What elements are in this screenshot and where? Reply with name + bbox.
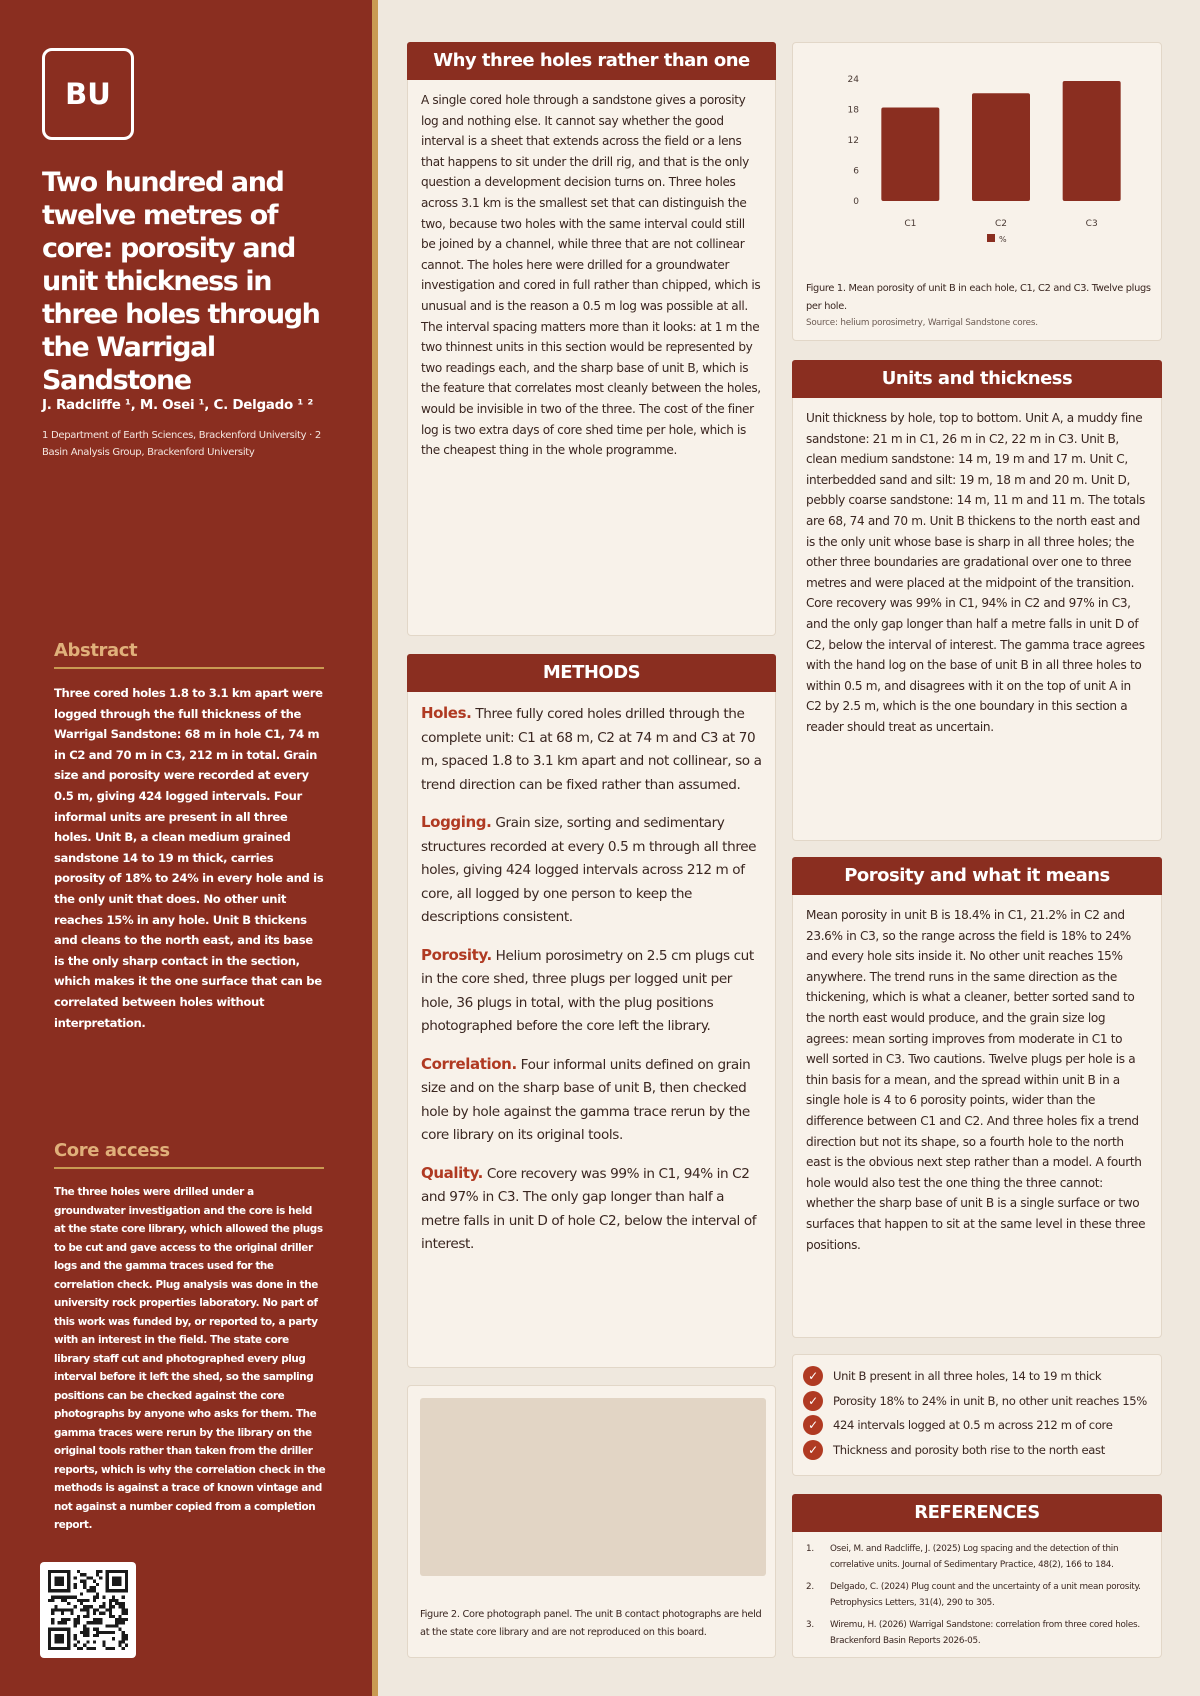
finding-item: ✓ Porosity 18% to 24% in unit B, no other unit reaches 15% xyxy=(803,1389,1151,1414)
reference-item: 2. Delgado, C. (2024) Plug count and the uncertainty of a unit mean porosity. Petrophysics Letters, 31(4), 290 to 305. xyxy=(806,1582,1141,1608)
reference-item: 1. Osei, M. and Radcliffe, J. (2025) Log spacing and the detection of thin correlative units. Journal of Sedimentary Practice, 48(2), 166 to 184. xyxy=(806,1544,1119,1570)
legend-label: % xyxy=(999,235,1007,244)
abstract-text: Three cored holes 1.8 to 3.1 km apart were logged through the full thickness of the Warrigal Sandstone: 68 m in hole C1, 74 m in C2 and 70 m in C3, 212 m in total. Grain size and porosity were recorded at every 0.5 m, giving 424 logged intervals. Four informal units are present in all three holes. Unit B, a clean medium grained sandstone 14 to 19 m thick, carries porosity of 18% to 24% in every hole and is the only unit that does. No other unit reaches 15% in any hole. Unit B thickens and cleans to the north east, and its base is the only sharp contact in the section, which makes it the one surface that can be correlated between holes without interpretation. xyxy=(54,686,324,1030)
why-three-holes-text: A single cored hole through a sandstone gives a porosity log and nothing else. It cannot say whether the good interval is a sheet that extends across the field or a lens that happens to sit under the drill rig, and that is the only question a development decision turns on. Three holes across 3.1 km is the smallest set that can distinguish the two, because two holes with the same interval could still be joined by a channel, while three that are not collinear cannot. The holes here were drilled for a groundwater investigation and cored in full rather than chipped, which is unusual and is the reason a 0.5 m log was possible at all. The interval spacing matters more than it looks: at 1 m the two thinnest units in this section would be represented by two readings each, and the sharp base of unit B, which is the feature that correlates most cleanly between the holes, would be invisible in two of the three. The cost of the finer log is two extra days of core shed time per hole, which is the cheapest thing in the whole programme. xyxy=(421,93,761,458)
figure-1-card xyxy=(792,42,1162,341)
check-circle-icon: ✓ xyxy=(803,1366,823,1386)
check-circle-icon: ✓ xyxy=(803,1391,823,1411)
porosity-bar-chart xyxy=(793,51,1163,271)
abstract-heading: Abstract xyxy=(54,640,324,669)
reference-item: 3. Wiremu, H. (2026) Warrigal Sandstone: correlation from three cored holes. Brackenford Basin Reports 2026-05. xyxy=(806,1620,1140,1646)
bar-C2 xyxy=(972,93,1030,201)
sidebar-divider xyxy=(372,0,378,1696)
figure-1-caption: Figure 1. Mean porosity of unit B in each hole, C1, C2 and C3. Twelve plugs per hole. xyxy=(806,283,1151,312)
methods-item: Holes. Three fully cored holes drilled through the complete unit: C1 at 68 m, C2 at 74 m and C3 at 70 m, spaced 1.8 to 3.1 km apart and not collinear, so a trend direction can be fixed rather than assumed. xyxy=(421,704,762,793)
y-tick-label: 0 xyxy=(853,197,859,207)
methods-item: Correlation. Four informal units defined on grain size and on the sharp base of unit B, then checked hole by hole against the gamma trace rerun by the core library on its original tools. xyxy=(421,1054,751,1143)
finding-item: ✓ Thickness and porosity both rise to the north east xyxy=(803,1438,1151,1463)
qr-code-icon[interactable] xyxy=(40,1562,136,1658)
why-three-holes-card xyxy=(407,42,776,636)
affiliations: 1 Department of Earth Sciences, Brackenford University · 2 Basin Analysis Group, Brackenford University xyxy=(42,430,321,458)
sidebar xyxy=(0,0,372,1696)
why-three-holes-heading: Why three holes rather than one xyxy=(407,42,776,80)
bar-C3 xyxy=(1063,81,1121,201)
y-tick-label: 12 xyxy=(847,136,859,146)
methods-item: Porosity. Helium porosimetry on 2.5 cm plugs cut in the core shed, three plugs per logged unit per hole, 36 plugs in total, with the plug positions photographed before the core left the library. xyxy=(421,945,754,1034)
y-tick-label: 6 xyxy=(853,166,859,177)
methods-heading: METHODS xyxy=(407,654,776,692)
x-tick-label: C1 xyxy=(904,219,917,229)
poster-title: Two hundred and twelve metres of core: porosity and unit thickness in three holes through the Warrigal Sandstone xyxy=(42,167,320,396)
key-findings-card xyxy=(792,1354,1162,1476)
units-thickness-heading: Units and thickness xyxy=(792,360,1162,398)
porosity-text: Mean porosity in unit B is 18.4% in C1, 21.2% in C2 and 23.6% in C3, so the range across the field is 18% to 24% and every hole sits inside it. No other unit reaches 15% anywhere. The trend runs in the same direction as the thickening, which is what a cleaner, better sorted sand to the north east would produce, and the grain size log agrees: mean sorting improves from moderate in C1 to well sorted in C3. Two cautions. Twelve plugs per hole is a thin basis for a mean, and the spread within unit B in a single hole is 4 to 6 porosity points, wider than the difference between C1 and C2. And three holes fix a trend direction but not its shape, so a fourth hole to the north east is the obvious next step rather than a model. A fourth hole would also test the one thing the three cannot: whether the sharp base of unit B is a single surface or two surfaces that happen to sit at the same level in these three positions. xyxy=(806,908,1146,1252)
units-thickness-card xyxy=(792,360,1162,841)
figure-2-caption: Figure 2. Core photograph panel. The unit B contact photographs are held at the state core library and are not reproduced on this board. xyxy=(420,1609,762,1638)
bar-C1 xyxy=(881,107,939,201)
core-access-heading: Core access xyxy=(54,1140,324,1169)
check-circle-icon: ✓ xyxy=(803,1415,823,1435)
finding-item: ✓ 424 intervals logged at 0.5 m across 212 m of core xyxy=(803,1413,1151,1438)
authors: J. Radcliffe ¹, M. Osei ¹, C. Delgado ¹ ² xyxy=(42,397,313,413)
figure-1-source: Source: helium porosimetry, Warrigal Sandstone cores. xyxy=(806,318,1038,328)
legend-swatch xyxy=(987,234,995,242)
check-circle-icon: ✓ xyxy=(803,1440,823,1460)
y-tick-label: 24 xyxy=(847,75,859,85)
methods-item: Logging. Grain size, sorting and sedimentary structures recorded at every 0.5 m through all three holes, giving 424 logged intervals across 212 m of core, all logged by one person to keep the descriptions consistent. xyxy=(421,813,757,925)
methods-list xyxy=(408,692,775,1257)
references-list xyxy=(793,1532,1161,1649)
x-tick-label: C3 xyxy=(1085,219,1098,229)
methods-card xyxy=(407,654,776,1368)
references-heading: REFERENCES xyxy=(792,1494,1162,1532)
finding-item: ✓ Unit B present in all three holes, 14 to 19 m thick xyxy=(803,1364,1151,1389)
methods-item: Quality. Core recovery was 99% in C1, 94% in C2 and 97% in C3. The only gap longer than half a metre falls in unit D of hole C2, below the interval of interest. xyxy=(421,1163,757,1252)
core-photograph-placeholder xyxy=(420,1398,766,1576)
university-logo: BU xyxy=(42,48,134,140)
x-tick-label: C2 xyxy=(994,219,1008,229)
references-card xyxy=(792,1494,1162,1658)
porosity-card xyxy=(792,857,1162,1338)
units-thickness-text: Unit thickness by hole, top to bottom. Unit A, a muddy fine sandstone: 21 m in C1, 26 m in C2, 22 m in C3. Unit B, clean medium sandstone: 14 m, 19 m and 17 m. Unit C, interbedded sand and silt: 19 m, 18 m and 20 m. Unit D, pebbly coarse sandstone: 14 m, 11 m and 11 m. The totals are 68, 74 and 70 m. Unit B thickens to the north east and is the only unit whose base is sharp in all three holes; the other three boundaries are gradational over one to three metres and were placed at the midpoint of the transition. Core recovery was 99% in C1, 94% in C2 and 97% in C3, and the only gap longer than half a metre falls in unit D of C2, below the interval of interest. The gamma trace agrees with the hand log on the base of unit B in all three holes to within 0.5 m, and disagrees with it on the top of unit A in C2 by 2.5 m, which is the one boundary in this section a reader should treat as uncertain. xyxy=(806,411,1145,734)
core-access-text: The three holes were drilled under a groundwater investigation and the core is held at the state core library, which allowed the plugs to be cut and gave access to the original driller logs and the gamma traces used for the correlation check. Plug analysis was done in the university rock properties laboratory. No part of this work was funded by, or reported to, a party with an interest in the field. The state core library staff cut and photographed every plug interval before it left the shed, so the sampling positions can be checked against the core photographs by anyone who asks for them. The gamma traces were rerun by the library on the original tools rather than taken from the driller reports, which is why the correlation check in the methods is against a trace of known vintage and not against a number copied from a completion report. xyxy=(54,1186,326,1531)
y-tick-label: 18 xyxy=(847,105,859,116)
porosity-heading: Porosity and what it means xyxy=(792,857,1162,895)
